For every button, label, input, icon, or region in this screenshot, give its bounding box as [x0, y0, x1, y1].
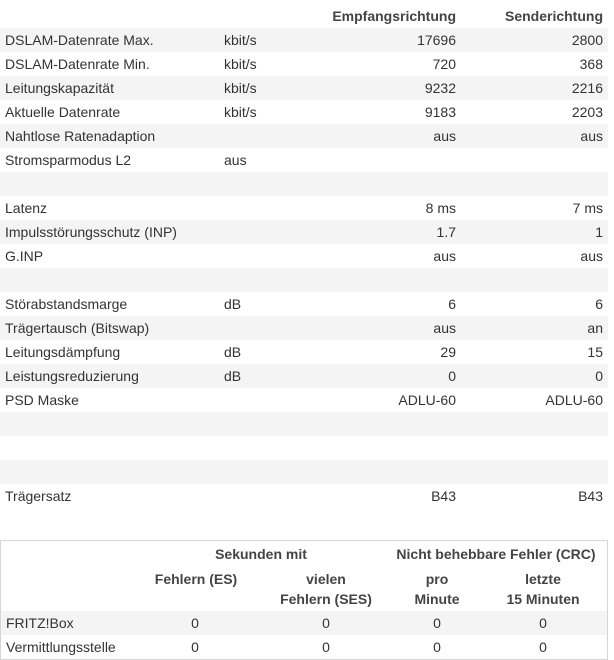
per-minute-value: 0 [433, 615, 441, 631]
col-header-15min-line1: letzte [525, 571, 561, 587]
upstream-value: aus [580, 248, 603, 264]
ses-value: 0 [322, 639, 330, 655]
row-label: DSLAM-Datenrate Min. [5, 56, 150, 72]
row-unit: kbit/s [224, 80, 257, 96]
row-label: Impulsstörungsschutz (INP) [5, 224, 177, 240]
upstream-value: an [587, 320, 603, 336]
downstream-value: 29 [440, 344, 456, 360]
row-label: Leistungsreduzierung [5, 368, 139, 384]
group-header-crc: Nicht behebbare Fehler (CRC) [396, 546, 596, 562]
table-row [1, 635, 607, 659]
row-label: Stromsparmodus L2 [5, 152, 132, 168]
downstream-value: 720 [432, 56, 456, 72]
es-value: 0 [191, 615, 199, 631]
table-row [0, 148, 608, 172]
table-body [0, 28, 608, 508]
downstream-value: aus [433, 248, 456, 264]
row-label: Leitungsdämpfung [5, 344, 121, 360]
row-label: Trägersatz [5, 488, 72, 504]
upstream-value: 15 [587, 344, 603, 360]
row-label: FRITZ!Box [6, 615, 74, 631]
col-header-downstream: Empfangsrichtung [332, 8, 456, 24]
row-label: Aktuelle Datenrate [5, 104, 121, 120]
col-header-ses-line2: Fehlern (SES) [280, 591, 372, 607]
col-header-upstream: Senderichtung [504, 8, 603, 24]
row-unit: kbit/s [224, 56, 257, 72]
col-header-ses-line1: vielen [306, 571, 346, 587]
downstream-value: B43 [431, 488, 456, 504]
dsl-line-table [0, 4, 608, 508]
downstream-value: aus [433, 128, 456, 144]
error-table-header [1, 541, 607, 611]
upstream-value: 2203 [571, 104, 603, 120]
upstream-value: 7 ms [572, 200, 603, 216]
downstream-value: 9232 [424, 80, 456, 96]
row-label: Nahtlose Ratenadaption [5, 128, 156, 144]
table-row [0, 220, 608, 244]
upstream-value: 2800 [571, 32, 603, 48]
es-value: 0 [191, 639, 199, 655]
upstream-value: B43 [578, 488, 603, 504]
table-row [0, 340, 608, 364]
table-header-row [0, 4, 608, 28]
last-15min-value: 0 [539, 615, 547, 631]
row-label: PSD Maske [5, 392, 79, 408]
col-header-15min-line2: 15 Minuten [506, 591, 580, 607]
table-row [0, 124, 608, 148]
row-unit: kbit/s [224, 104, 257, 120]
table-row [0, 388, 608, 412]
row-label: Störabstandsmarge [5, 296, 128, 312]
row-unit: dB [224, 344, 242, 360]
row-label: Leitungskapazität [5, 80, 114, 96]
table-row [0, 52, 608, 76]
upstream-value: 0 [595, 368, 603, 384]
table-row [0, 292, 608, 316]
downstream-value: ADLU-60 [398, 392, 456, 408]
table-row [0, 268, 608, 292]
table-row [0, 76, 608, 100]
table-row [1, 611, 607, 635]
table-row [0, 364, 608, 388]
table-row [0, 412, 608, 436]
error-table [0, 540, 608, 660]
upstream-value: 1 [595, 224, 603, 240]
upstream-value: 6 [595, 296, 603, 312]
row-unit: aus [224, 152, 247, 168]
downstream-value: 0 [448, 368, 456, 384]
row-label: Vermittlungsstelle [6, 639, 116, 655]
table-row [0, 316, 608, 340]
upstream-value: 2216 [571, 80, 603, 96]
col-header-es: Fehlern (ES) [154, 571, 238, 587]
table-row [0, 484, 608, 508]
row-label: G.INP [5, 248, 44, 264]
downstream-value: aus [433, 320, 456, 336]
upstream-value: 368 [579, 56, 603, 72]
table-row [0, 244, 608, 268]
row-label: DSLAM-Datenrate Max. [5, 32, 154, 48]
downstream-value: 8 ms [425, 200, 456, 216]
col-header-per-minute-line1: pro [425, 571, 449, 587]
row-label: Trägertausch (Bitswap) [5, 320, 150, 336]
row-unit: kbit/s [224, 32, 257, 48]
upstream-value: aus [580, 128, 603, 144]
last-15min-value: 0 [539, 639, 547, 655]
col-header-per-minute-line2: Minute [414, 591, 460, 607]
downstream-value: 1.7 [436, 224, 456, 240]
downstream-value: 17696 [417, 32, 456, 48]
row-unit: dB [224, 296, 242, 312]
group-header-seconds: Sekunden mit [215, 546, 307, 562]
row-label: Latenz [5, 200, 48, 216]
upstream-value: ADLU-60 [545, 392, 603, 408]
table-row [0, 100, 608, 124]
downstream-value: 9183 [424, 104, 456, 120]
ses-value: 0 [322, 615, 330, 631]
table-row [0, 28, 608, 52]
table-row [0, 460, 608, 484]
row-unit: dB [224, 368, 242, 384]
downstream-value: 6 [448, 296, 456, 312]
table-row [0, 436, 608, 460]
per-minute-value: 0 [433, 639, 441, 655]
table-row [0, 196, 608, 220]
table-row [0, 172, 608, 196]
